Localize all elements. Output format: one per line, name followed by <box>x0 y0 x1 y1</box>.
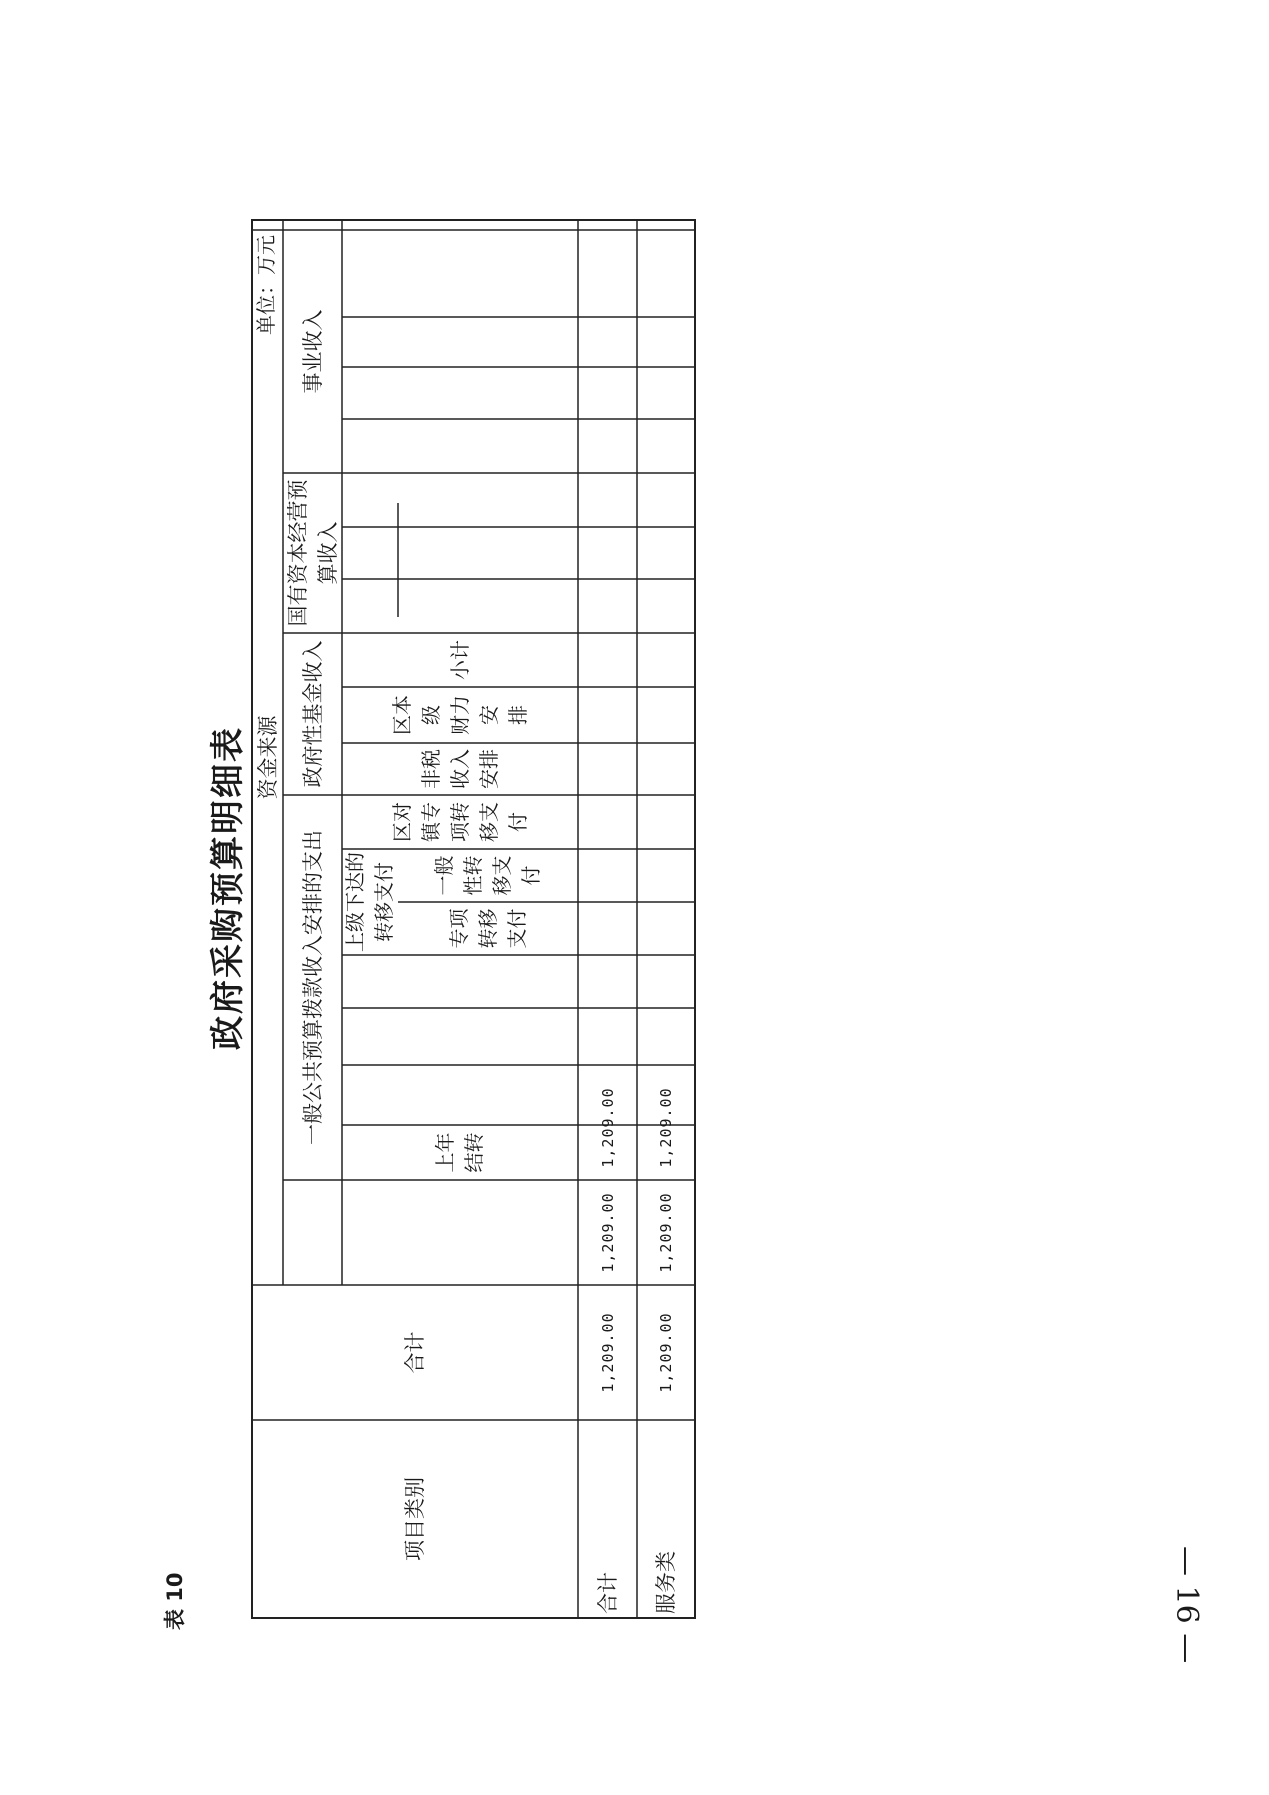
unit-label: 单位：万元 <box>254 235 278 335</box>
header-district-finance: 区本级 财力安 排 <box>389 695 530 735</box>
header-general-transfer: 一般 性转 移支 付 <box>432 855 543 896</box>
table-label: 表 10 <box>163 1572 187 1630</box>
header-business-income: 事业收入 <box>300 309 325 394</box>
header-spacer-a <box>342 1008 578 1065</box>
row-1-gp-district-finance: 1,209.00 <box>657 1087 675 1168</box>
header-spacer-b <box>342 955 578 1008</box>
header-total: 合计 <box>403 1331 427 1374</box>
header-item-category: 项目类别 <box>403 1477 427 1561</box>
header-general-public-budget: 一般公共预算拨款收入安排的支出 <box>300 830 325 1145</box>
row-0-gp-subtotal: 1,209.00 <box>598 1192 617 1273</box>
row-1-gp-subtotal: 1,209.00 <box>657 1192 675 1273</box>
header-state-capital: 国有资本经营预算收入 <box>285 479 340 627</box>
header-non-tax: 非税 收入 安排 <box>418 749 501 789</box>
row-1-category: 服务类 <box>654 1551 678 1614</box>
header-funding-source: 资金来源 <box>255 715 280 800</box>
header-upper-transfer: 上级下达的 转移支付 <box>343 852 396 952</box>
header-district-to-town: 区对 镇专 项转 移支 付 <box>389 802 530 842</box>
header-gov-fund: 政府性基金收入 <box>300 640 325 788</box>
header-special-transfer: 专项 转移 支付 <box>446 908 529 949</box>
header-spacer-c <box>342 1065 578 1125</box>
header-gp-prior-year: 上年 结转 <box>433 1132 486 1173</box>
header-gp-subtotal: 小计 <box>447 640 472 680</box>
row-0-total: 1,209.00 <box>598 1312 617 1393</box>
row-1-total: 1,209.00 <box>657 1312 675 1393</box>
page-number: — 16 — <box>1169 1546 1204 1664</box>
row-0-gp-district-finance: 1,209.00 <box>598 1087 617 1168</box>
row-0-category: 合计 <box>595 1572 620 1614</box>
page-title: 政府采购预算明细表 <box>208 726 248 1050</box>
